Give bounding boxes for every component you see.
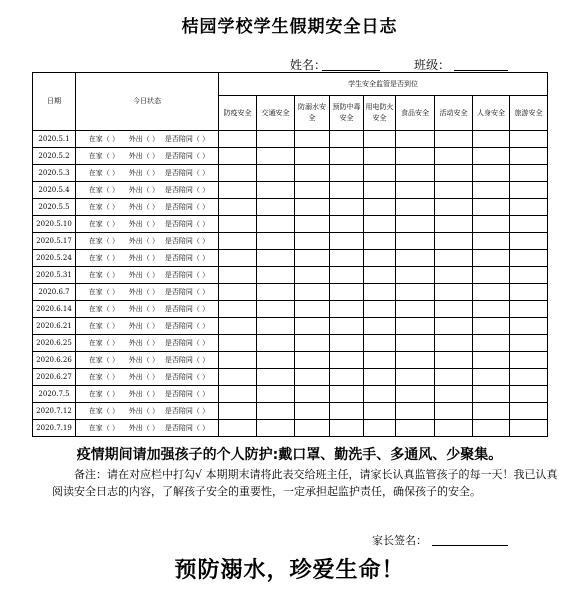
check-cell[interactable] xyxy=(396,165,435,182)
date-cell: 2020.6.21 xyxy=(33,318,76,335)
accompanied-option[interactable]: 是否陪同（ ） xyxy=(164,339,210,347)
check-cell[interactable] xyxy=(257,267,295,284)
at-home-option[interactable]: 在家（ ） xyxy=(88,305,119,313)
status-cell[interactable] xyxy=(76,420,219,437)
check-cell[interactable] xyxy=(396,233,435,250)
date-cell: 2020.5.1 xyxy=(33,131,76,148)
at-home-option[interactable]: 在家（ ） xyxy=(88,203,119,211)
check-cell[interactable] xyxy=(473,165,510,182)
check-cell[interactable] xyxy=(219,386,257,403)
check-cell[interactable] xyxy=(473,148,510,165)
check-cell[interactable] xyxy=(396,335,435,352)
status-cell[interactable] xyxy=(76,233,219,250)
check-cell[interactable] xyxy=(364,216,396,233)
accompanied-option[interactable]: 是否陪同（ ） xyxy=(164,390,210,398)
check-cell[interactable] xyxy=(510,199,548,216)
check-cell[interactable] xyxy=(330,250,364,267)
status-cell[interactable] xyxy=(76,267,219,284)
check-cell[interactable] xyxy=(330,352,364,369)
table-row xyxy=(33,335,548,352)
date-cell: 2020.6.14 xyxy=(33,301,76,318)
status-cell[interactable] xyxy=(76,352,219,369)
check-cell[interactable] xyxy=(473,386,510,403)
category-header: 旅游安全 xyxy=(510,96,548,131)
check-cell[interactable] xyxy=(473,420,510,437)
check-cell[interactable] xyxy=(364,403,396,420)
date-cell: 2020.7.12 xyxy=(33,403,76,420)
class-label: 班级： xyxy=(414,58,451,72)
table-row xyxy=(33,148,548,165)
accompanied-option[interactable]: 是否陪同（ ） xyxy=(164,186,210,194)
check-cell[interactable] xyxy=(435,216,473,233)
check-cell[interactable] xyxy=(295,352,330,369)
status-cell[interactable] xyxy=(76,284,219,301)
at-home-option[interactable]: 在家（ ） xyxy=(88,186,119,194)
accompanied-option[interactable]: 是否陪同（ ） xyxy=(164,135,210,143)
category-header: 防溺水安全 xyxy=(295,96,330,131)
check-cell[interactable] xyxy=(295,386,330,403)
outside-option[interactable]: 外出（ ） xyxy=(128,220,159,228)
check-cell[interactable] xyxy=(330,267,364,284)
accompanied-option[interactable]: 是否陪同（ ） xyxy=(164,220,210,228)
note-text: 备注：请在对应栏中打勾√ 本期期末请将此表交给班主任，请家长认真监管孩子的每一天！我已认真阅读安全日志的内容，了解孩子安全的重要性，一定承担起监护责任，确保孩子的安全。 xyxy=(52,468,558,498)
outside-option[interactable]: 外出（ ） xyxy=(128,169,159,177)
check-cell[interactable] xyxy=(473,216,510,233)
date-cell: 2020.7.19 xyxy=(33,420,76,437)
check-cell[interactable] xyxy=(257,335,295,352)
check-cell[interactable] xyxy=(435,267,473,284)
check-cell[interactable] xyxy=(473,335,510,352)
check-cell[interactable] xyxy=(364,420,396,437)
table-row xyxy=(33,420,548,437)
check-cell[interactable] xyxy=(473,199,510,216)
date-cell: 2020.5.4 xyxy=(33,182,76,199)
epidemic-slogan: 疫情期间请加强孩子的个人防护:戴口罩、勤洗手、多通风、少聚集。 xyxy=(76,447,503,463)
outside-option[interactable]: 外出（ ） xyxy=(128,135,159,143)
check-cell[interactable] xyxy=(473,369,510,386)
table-row xyxy=(33,369,548,386)
at-home-option[interactable]: 在家（ ） xyxy=(88,356,119,364)
outside-option[interactable]: 外出（ ） xyxy=(128,186,159,194)
accompanied-option[interactable]: 是否陪同（ ） xyxy=(164,322,210,330)
check-cell[interactable] xyxy=(295,182,330,199)
check-cell[interactable] xyxy=(396,148,435,165)
table-row xyxy=(33,352,548,369)
class-field[interactable] xyxy=(454,70,508,71)
category-header: 用电防火安全 xyxy=(364,96,396,131)
outside-option[interactable]: 外出（ ） xyxy=(128,373,159,381)
accompanied-option[interactable]: 是否陪同（ ） xyxy=(164,373,210,381)
name-field[interactable] xyxy=(322,70,380,71)
check-cell[interactable] xyxy=(364,250,396,267)
check-cell[interactable] xyxy=(396,182,435,199)
check-cell[interactable] xyxy=(257,369,295,386)
table-row xyxy=(33,284,548,301)
category-header: 人身安全 xyxy=(473,96,510,131)
check-cell[interactable] xyxy=(330,301,364,318)
accompanied-option[interactable]: 是否陪同（ ） xyxy=(164,288,210,296)
check-cell[interactable] xyxy=(510,148,548,165)
status-cell[interactable] xyxy=(76,131,219,148)
check-cell[interactable] xyxy=(219,284,257,301)
check-cell[interactable] xyxy=(510,216,548,233)
check-cell[interactable] xyxy=(364,131,396,148)
check-cell[interactable] xyxy=(330,318,364,335)
date-cell: 2020.5.3 xyxy=(33,165,76,182)
check-cell[interactable] xyxy=(510,420,548,437)
check-cell[interactable] xyxy=(435,403,473,420)
check-cell[interactable] xyxy=(396,250,435,267)
check-cell[interactable] xyxy=(219,335,257,352)
outside-option[interactable]: 外出（ ） xyxy=(128,339,159,347)
check-cell[interactable] xyxy=(295,403,330,420)
check-cell[interactable] xyxy=(295,335,330,352)
check-cell[interactable] xyxy=(257,165,295,182)
check-cell[interactable] xyxy=(219,420,257,437)
check-cell[interactable] xyxy=(396,420,435,437)
check-cell[interactable] xyxy=(330,369,364,386)
check-cell[interactable] xyxy=(330,233,364,250)
check-cell[interactable] xyxy=(295,216,330,233)
check-cell[interactable] xyxy=(396,216,435,233)
check-cell[interactable] xyxy=(257,216,295,233)
check-cell[interactable] xyxy=(396,352,435,369)
date-cell: 2020.6.7 xyxy=(33,284,76,301)
check-cell[interactable] xyxy=(435,250,473,267)
check-cell[interactable] xyxy=(396,318,435,335)
at-home-option[interactable]: 在家（ ） xyxy=(88,339,119,347)
outside-option[interactable]: 外出（ ） xyxy=(128,237,159,245)
check-cell[interactable] xyxy=(435,199,473,216)
check-cell[interactable] xyxy=(510,233,548,250)
status-cell[interactable] xyxy=(76,335,219,352)
check-cell[interactable] xyxy=(396,199,435,216)
table-row xyxy=(33,301,548,318)
table-row xyxy=(33,182,548,199)
check-cell[interactable] xyxy=(364,199,396,216)
check-cell[interactable] xyxy=(295,233,330,250)
table-row xyxy=(33,216,548,233)
supervision-header: 学生安全监管是否到位 xyxy=(219,73,548,96)
check-cell[interactable] xyxy=(510,165,548,182)
table-row xyxy=(33,233,548,250)
accompanied-option[interactable]: 是否陪同（ ） xyxy=(164,152,210,160)
check-cell[interactable] xyxy=(219,148,257,165)
at-home-option[interactable]: 在家（ ） xyxy=(88,271,119,279)
check-cell[interactable] xyxy=(295,301,330,318)
check-cell[interactable] xyxy=(473,284,510,301)
check-cell[interactable] xyxy=(364,284,396,301)
check-cell[interactable] xyxy=(257,182,295,199)
outside-option[interactable]: 外出（ ） xyxy=(128,271,159,279)
date-cell: 2020.7.5 xyxy=(33,386,76,403)
accompanied-option[interactable]: 是否陪同（ ） xyxy=(164,254,210,262)
check-cell[interactable] xyxy=(330,284,364,301)
at-home-option[interactable]: 在家（ ） xyxy=(88,220,119,228)
check-cell[interactable] xyxy=(219,165,257,182)
check-cell[interactable] xyxy=(295,131,330,148)
check-cell[interactable] xyxy=(219,250,257,267)
category-header: 食品安全 xyxy=(396,96,435,131)
check-cell[interactable] xyxy=(435,352,473,369)
check-cell[interactable] xyxy=(364,352,396,369)
check-cell[interactable] xyxy=(257,386,295,403)
date-cell: 2020.6.25 xyxy=(33,335,76,352)
accompanied-option[interactable]: 是否陪同（ ） xyxy=(164,203,210,211)
outside-option[interactable]: 外出（ ） xyxy=(128,390,159,398)
table-row xyxy=(33,250,548,267)
accompanied-option[interactable]: 是否陪同（ ） xyxy=(164,356,210,364)
status-cell[interactable] xyxy=(76,165,219,182)
check-cell[interactable] xyxy=(510,369,548,386)
at-home-option[interactable]: 在家（ ） xyxy=(88,288,119,296)
check-cell[interactable] xyxy=(510,318,548,335)
check-cell[interactable] xyxy=(364,182,396,199)
check-cell[interactable] xyxy=(510,284,548,301)
parent-sign-row xyxy=(0,532,579,550)
check-cell[interactable] xyxy=(435,131,473,148)
check-cell[interactable] xyxy=(330,182,364,199)
date-cell: 2020.5.17 xyxy=(33,233,76,250)
outside-option[interactable]: 外出（ ） xyxy=(128,356,159,364)
status-cell[interactable] xyxy=(76,148,219,165)
check-cell[interactable] xyxy=(364,148,396,165)
check-cell[interactable] xyxy=(219,352,257,369)
check-cell[interactable] xyxy=(364,233,396,250)
accompanied-option[interactable]: 是否陪同（ ） xyxy=(164,305,210,313)
check-cell[interactable] xyxy=(295,199,330,216)
check-cell[interactable] xyxy=(330,420,364,437)
at-home-option[interactable]: 在家（ ） xyxy=(88,424,119,432)
check-cell[interactable] xyxy=(364,267,396,284)
check-cell[interactable] xyxy=(257,131,295,148)
check-cell[interactable] xyxy=(364,369,396,386)
accompanied-option[interactable]: 是否陪同（ ） xyxy=(164,271,210,279)
check-cell[interactable] xyxy=(435,420,473,437)
check-cell[interactable] xyxy=(295,267,330,284)
check-cell[interactable] xyxy=(435,165,473,182)
check-cell[interactable] xyxy=(330,335,364,352)
check-cell[interactable] xyxy=(219,131,257,148)
check-cell[interactable] xyxy=(364,301,396,318)
check-cell[interactable] xyxy=(510,250,548,267)
check-cell[interactable] xyxy=(295,284,330,301)
check-cell[interactable] xyxy=(510,335,548,352)
date-cell: 2020.6.26 xyxy=(33,352,76,369)
status-header: 今日状态 xyxy=(76,73,219,131)
check-cell[interactable] xyxy=(330,403,364,420)
table-row xyxy=(33,131,548,148)
accompanied-option[interactable]: 是否陪同（ ） xyxy=(164,237,210,245)
check-cell[interactable] xyxy=(435,148,473,165)
outside-option[interactable]: 外出（ ） xyxy=(128,203,159,211)
check-cell[interactable] xyxy=(435,284,473,301)
check-cell[interactable] xyxy=(510,386,548,403)
check-cell[interactable] xyxy=(219,301,257,318)
check-cell[interactable] xyxy=(396,369,435,386)
check-cell[interactable] xyxy=(473,267,510,284)
check-cell[interactable] xyxy=(330,148,364,165)
check-cell[interactable] xyxy=(396,284,435,301)
check-cell[interactable] xyxy=(473,301,510,318)
category-header: 预防中毒安全 xyxy=(330,96,364,131)
table-row xyxy=(33,403,548,420)
check-cell[interactable] xyxy=(257,284,295,301)
check-cell[interactable] xyxy=(257,199,295,216)
check-cell[interactable] xyxy=(435,386,473,403)
check-cell[interactable] xyxy=(257,318,295,335)
status-cell[interactable] xyxy=(76,301,219,318)
date-header: 日期 xyxy=(33,73,76,131)
check-cell[interactable] xyxy=(435,335,473,352)
check-cell[interactable] xyxy=(364,386,396,403)
check-cell[interactable] xyxy=(219,233,257,250)
check-cell[interactable] xyxy=(364,318,396,335)
check-cell[interactable] xyxy=(219,182,257,199)
check-cell[interactable] xyxy=(435,301,473,318)
date-cell: 2020.5.31 xyxy=(33,267,76,284)
category-header: 防疫安全 xyxy=(219,96,257,131)
outside-option[interactable]: 外出（ ） xyxy=(128,322,159,330)
check-cell[interactable] xyxy=(295,250,330,267)
check-cell[interactable] xyxy=(473,352,510,369)
date-cell: 2020.5.24 xyxy=(33,250,76,267)
check-cell[interactable] xyxy=(473,131,510,148)
log-body xyxy=(33,131,548,437)
date-cell: 2020.5.2 xyxy=(33,148,76,165)
table-row xyxy=(33,267,548,284)
status-cell[interactable] xyxy=(76,403,219,420)
outside-option[interactable]: 外出（ ） xyxy=(128,407,159,415)
check-cell[interactable] xyxy=(473,250,510,267)
outside-option[interactable]: 外出（ ） xyxy=(128,424,159,432)
check-cell[interactable] xyxy=(435,233,473,250)
check-cell[interactable] xyxy=(295,369,330,386)
accompanied-option[interactable]: 是否陪同（ ） xyxy=(164,169,210,177)
check-cell[interactable] xyxy=(510,403,548,420)
check-cell[interactable] xyxy=(473,403,510,420)
category-header: 交通安全 xyxy=(257,96,295,131)
outside-option[interactable]: 外出（ ） xyxy=(128,254,159,262)
check-cell[interactable] xyxy=(257,403,295,420)
status-cell[interactable] xyxy=(76,216,219,233)
check-cell[interactable] xyxy=(257,352,295,369)
check-cell[interactable] xyxy=(219,318,257,335)
check-cell[interactable] xyxy=(473,318,510,335)
check-cell[interactable] xyxy=(435,318,473,335)
parent-sign-field[interactable] xyxy=(432,545,508,546)
check-cell[interactable] xyxy=(364,165,396,182)
check-cell[interactable] xyxy=(396,386,435,403)
check-cell[interactable] xyxy=(295,420,330,437)
check-cell[interactable] xyxy=(364,335,396,352)
check-cell[interactable] xyxy=(257,233,295,250)
check-cell[interactable] xyxy=(330,131,364,148)
check-cell[interactable] xyxy=(473,233,510,250)
outside-option[interactable]: 外出（ ） xyxy=(128,305,159,313)
parent-sign-label: 家长签名： xyxy=(372,534,427,547)
category-header: 活动安全 xyxy=(435,96,473,131)
outside-option[interactable]: 外出（ ） xyxy=(128,288,159,296)
check-cell[interactable] xyxy=(330,199,364,216)
date-cell: 2020.6.27 xyxy=(33,369,76,386)
table-row xyxy=(33,165,548,182)
status-cell[interactable] xyxy=(76,369,219,386)
accompanied-option[interactable]: 是否陪同（ ） xyxy=(164,424,210,432)
check-cell[interactable] xyxy=(510,182,548,199)
check-cell[interactable] xyxy=(295,165,330,182)
check-cell[interactable] xyxy=(257,148,295,165)
check-cell[interactable] xyxy=(330,386,364,403)
check-cell[interactable] xyxy=(396,403,435,420)
status-cell[interactable] xyxy=(76,182,219,199)
check-cell[interactable] xyxy=(510,352,548,369)
check-cell[interactable] xyxy=(219,267,257,284)
date-cell: 2020.5.5 xyxy=(33,199,76,216)
check-cell[interactable] xyxy=(330,165,364,182)
name-label: 姓名： xyxy=(290,58,327,72)
at-home-option[interactable]: 在家（ ） xyxy=(88,390,119,398)
at-home-option[interactable]: 在家（ ） xyxy=(88,135,119,143)
status-cell[interactable] xyxy=(76,318,219,335)
check-cell[interactable] xyxy=(396,131,435,148)
at-home-option[interactable]: 在家（ ） xyxy=(88,254,119,262)
check-cell[interactable] xyxy=(219,216,257,233)
status-cell[interactable] xyxy=(76,250,219,267)
at-home-option[interactable]: 在家（ ） xyxy=(88,322,119,330)
check-cell[interactable] xyxy=(435,182,473,199)
check-cell[interactable] xyxy=(295,318,330,335)
check-cell[interactable] xyxy=(295,148,330,165)
check-cell[interactable] xyxy=(510,301,548,318)
check-cell[interactable] xyxy=(257,250,295,267)
safety-log-table xyxy=(32,72,548,437)
check-cell[interactable] xyxy=(435,369,473,386)
at-home-option[interactable]: 在家（ ） xyxy=(88,407,119,415)
at-home-option[interactable]: 在家（ ） xyxy=(88,169,119,177)
check-cell[interactable] xyxy=(219,403,257,420)
check-cell[interactable] xyxy=(396,267,435,284)
check-cell[interactable] xyxy=(219,369,257,386)
status-cell[interactable] xyxy=(76,386,219,403)
check-cell[interactable] xyxy=(257,420,295,437)
footer-slogan: 预防溺水，珍爱生命！ xyxy=(174,557,405,583)
at-home-option[interactable]: 在家（ ） xyxy=(88,373,119,381)
check-cell[interactable] xyxy=(473,182,510,199)
at-home-option[interactable]: 在家（ ） xyxy=(88,237,119,245)
check-cell[interactable] xyxy=(219,199,257,216)
check-cell[interactable] xyxy=(510,267,548,284)
date-cell: 2020.5.10 xyxy=(33,216,76,233)
check-cell[interactable] xyxy=(510,131,548,148)
accompanied-option[interactable]: 是否陪同（ ） xyxy=(164,407,210,415)
outside-option[interactable]: 外出（ ） xyxy=(128,152,159,160)
check-cell[interactable] xyxy=(330,216,364,233)
page-title: 桔园学校学生假期安全日志 xyxy=(181,17,398,37)
table-row xyxy=(33,318,548,335)
at-home-option[interactable]: 在家（ ） xyxy=(88,152,119,160)
status-cell[interactable] xyxy=(76,199,219,216)
table-row xyxy=(33,199,548,216)
check-cell[interactable] xyxy=(257,301,295,318)
check-cell[interactable] xyxy=(396,301,435,318)
table-row xyxy=(33,386,548,403)
